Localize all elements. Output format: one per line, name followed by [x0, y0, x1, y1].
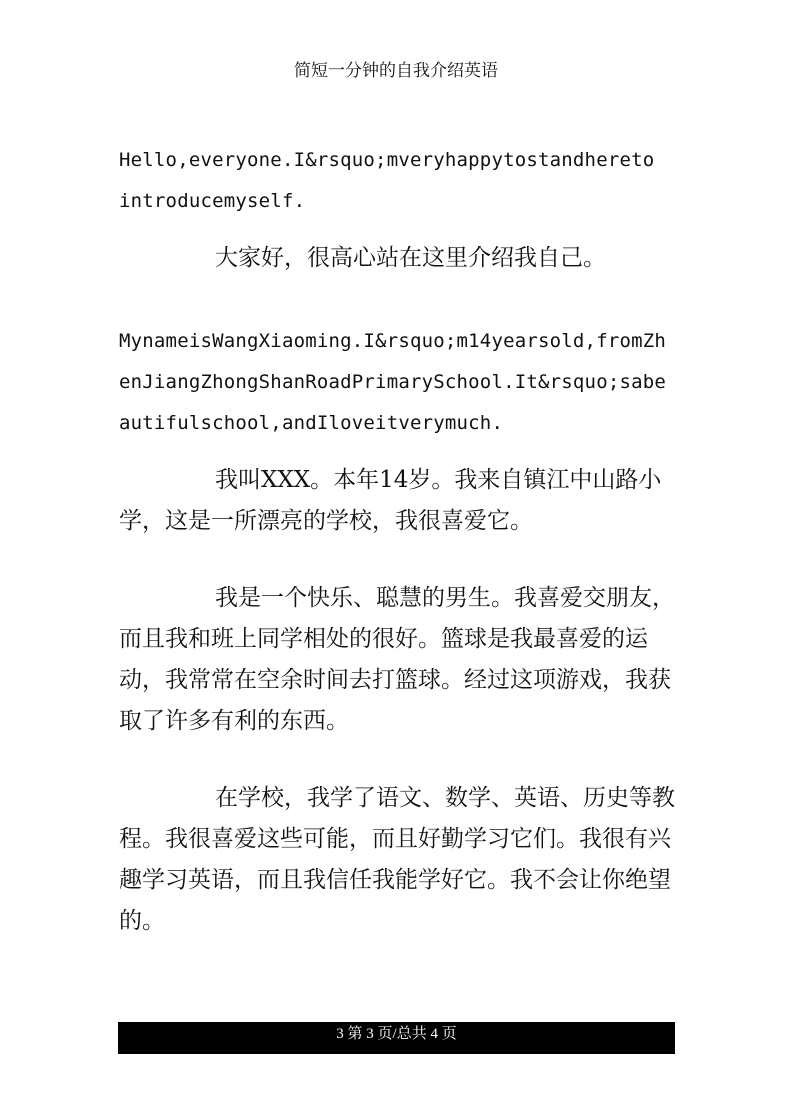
- paragraph-hobbies-chinese: 我是一个快乐、聪慧的男生。我喜爱交朋友，而且我和班上同学相处的很好。篮球是我最喜爱的运动，我常常在空余时间去打篮球。经过这项游戏，我获取了许多有利的东西。: [119, 585, 675, 734]
- document-body: [119, 140, 675, 942]
- paragraph-spacer: [119, 279, 675, 321]
- paragraph-spacer: [119, 222, 675, 238]
- paragraph-greeting-english: Hello,everyone.I&rsquo;mveryhappytostandhereto introducemyself.: [119, 149, 655, 212]
- paragraph-spacer: [119, 444, 675, 460]
- document-title: 简短一分钟的自我介绍英语: [294, 61, 498, 81]
- paragraph-spacer: [119, 542, 675, 578]
- page-footer: 3 第 3 页/总共 4 页: [118, 1022, 675, 1054]
- paragraph-spacer: [119, 742, 675, 778]
- paragraph-name-english: MynameisWangXiaoming.I&rsquo;m14yearsold,fromZhenJiangZhongShanRoadPrimarySchool.It&rsquo;sabeautifulschool,andIloveitverymuch.: [119, 330, 667, 434]
- paragraph-school-chinese: 在学校，我学了语文、数学、英语、历史等教程。我很喜爱这些可能，而且好勤学习它们。我很有兴趣学习英语，而且我信任我能学好它。我不会让你绝望的。: [119, 785, 675, 934]
- paragraph-greeting-chinese: 大家好，很高心站在这里介绍我自己。: [215, 245, 606, 271]
- paragraph-name-chinese: 我叫XXX。本年14岁。我来自镇江中山路小学，这是一所漂亮的学校，我很喜爱它。: [119, 467, 662, 534]
